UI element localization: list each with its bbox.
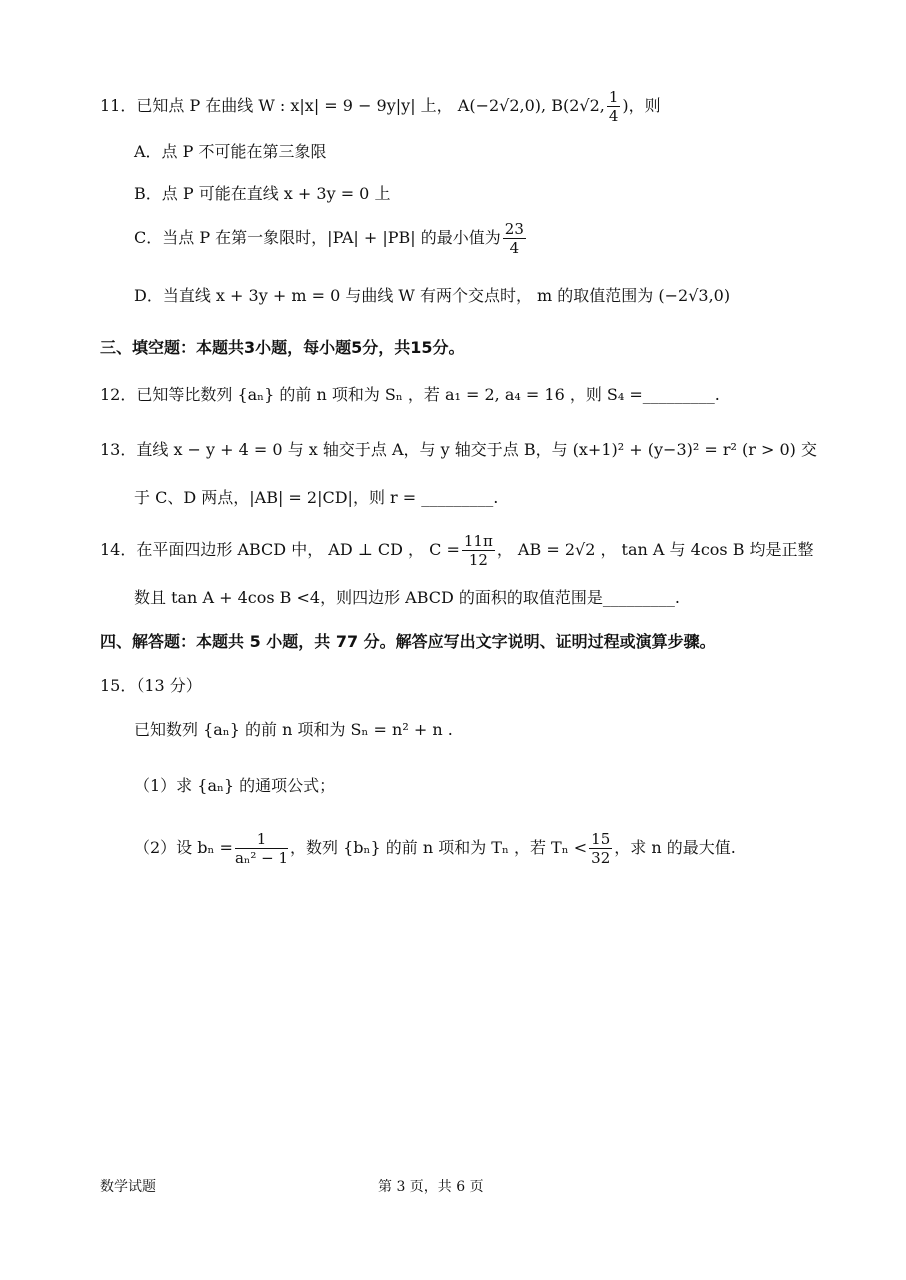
q15-part2 bbox=[134, 830, 736, 867]
q15-part2-text: （2）设 bₙ = bbox=[134, 838, 233, 857]
q14-frac-num: 11π bbox=[463, 532, 493, 550]
q11-option-c-text: C．当点 P 在第一象限时，|PA| + |PB| 的最小值为 bbox=[134, 228, 501, 247]
q13-line1: 13．直线 x − y + 4 = 0 与 x 轴交于点 A，与 y 轴交于点 B，与 (x+1)² + (y−3)² = r² (r > 0) 交 bbox=[100, 440, 817, 459]
q15-part2-fraction2 bbox=[589, 830, 612, 867]
q15-stem: 已知数列 {aₙ} 的前 n 项和为 Sₙ = n² + n . bbox=[134, 720, 453, 739]
q11-option-c bbox=[134, 220, 528, 257]
footer-left: 数学试题 bbox=[100, 1179, 156, 1195]
q15-part1: （1）求 {aₙ} 的通项公式； bbox=[134, 776, 336, 795]
q15-part2-mid: ，数列 {bₙ} 的前 n 项和为 Tₙ ，若 Tₙ < bbox=[290, 838, 588, 857]
q11-stem bbox=[100, 88, 661, 125]
q11-stem-text: 11．已知点 P 在曲线 W : x|x| = 9 − 9y|y| 上， A(−2√2,0), B(2√2, bbox=[100, 96, 605, 115]
q14-line2: 数且 tan A + 4cos B <4，则四边形 ABCD 的面积的取值范围是_________. bbox=[134, 588, 681, 607]
q15-frac2-num: 15 bbox=[591, 830, 611, 848]
q11-c-den: 4 bbox=[509, 239, 520, 257]
q14-text-post: ， AB = 2√2 ， tan A 与 4cos B 均是正整 bbox=[496, 540, 814, 559]
q15-frac1-den: aₙ² − 1 bbox=[234, 849, 289, 867]
q15-frac2-den: 32 bbox=[591, 849, 611, 867]
q14-line1 bbox=[100, 532, 814, 569]
q13-line2: 于 C、D 两点，|AB| = 2|CD|，则 r = _________. bbox=[134, 488, 499, 507]
q15-heading: 15．（13 分） bbox=[100, 676, 202, 695]
q11-frac-num: 1 bbox=[608, 88, 619, 106]
section-3-heading: 三、填空题：本题共3小题，每小题5分，共15分。 bbox=[100, 338, 465, 357]
q15-part2-fraction1 bbox=[235, 830, 288, 867]
q11-fraction bbox=[607, 88, 621, 125]
q11-option-d: D．当直线 x + 3y + m = 0 与曲线 W 有两个交点时， m 的取值范围为 (−2√3,0) bbox=[134, 286, 731, 305]
section-4-heading: 四、解答题：本题共 5 小题，共 77 分。解答应写出文字说明、证明过程或演算步骤。 bbox=[100, 632, 716, 651]
q14-text: 14．在平面四边形 ABCD 中， AD ⊥ CD ， C = bbox=[100, 540, 460, 559]
q15-frac1-num: 1 bbox=[235, 830, 288, 849]
q11-c-num: 23 bbox=[504, 220, 524, 238]
q11-option-b: B．点 P 可能在直线 x + 3y = 0 上 bbox=[134, 184, 391, 203]
q11-frac-den: 4 bbox=[608, 107, 619, 125]
q14-fraction bbox=[462, 532, 495, 569]
q11-option-a: A．点 P 不可能在第三象限 bbox=[134, 142, 327, 161]
q14-frac-den: 12 bbox=[468, 551, 488, 569]
q11-stem-tail: )，则 bbox=[622, 96, 661, 115]
q15-part2-post: ，求 n 的最大值. bbox=[614, 838, 736, 857]
footer-page-number: 第 3 页，共 6 页 bbox=[378, 1179, 484, 1195]
q12: 12．已知等比数列 {aₙ} 的前 n 项和为 Sₙ ，若 a₁ = 2, a₄ = 16 ，则 S₄ =_________. bbox=[100, 385, 720, 404]
q11-option-c-fraction bbox=[503, 220, 526, 257]
